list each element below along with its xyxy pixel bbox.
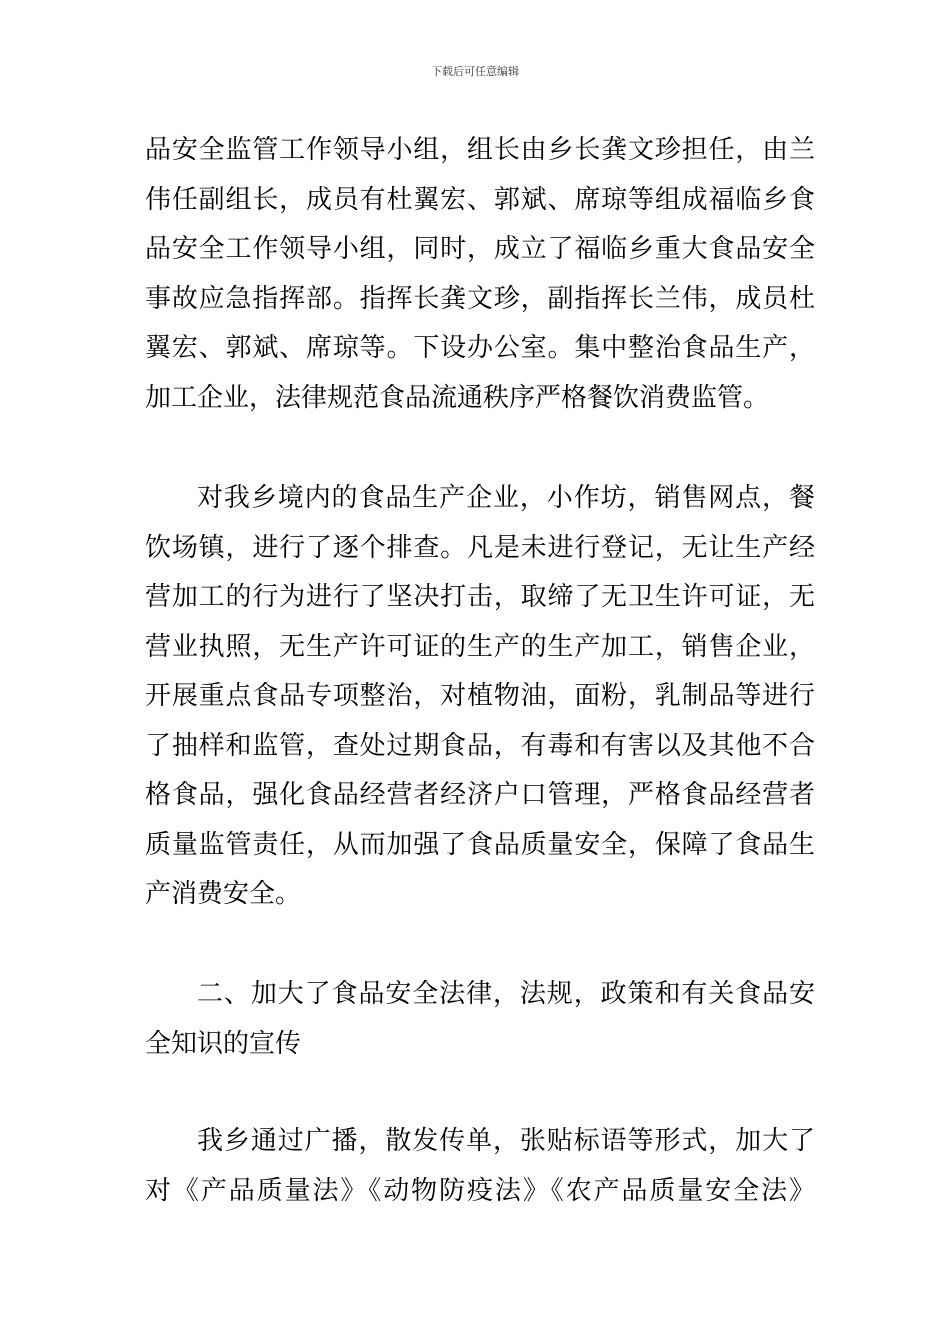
paragraph-leadership-group	[145, 126, 815, 423]
paragraph-inspection	[145, 474, 815, 920]
paragraph-publicity	[145, 1117, 815, 1216]
paragraph-line: 全知识的宣传	[145, 1028, 302, 1059]
paragraph-line: 翼宏、郭斌、席琼等。下设办公室。集中整治食品生产，	[145, 333, 815, 363]
paragraph-line: 格食品，强化食品经营者经济户口管理，严格食品经营者	[145, 780, 815, 810]
paragraph-line: 营业执照，无生产许可证的生产的生产加工，销售企业，	[145, 631, 815, 662]
paragraph-line: 质量监管责任，从而加强了食品质量安全，保障了食品生	[145, 829, 815, 860]
paragraph-line: 我乡通过广播，散发传单，张贴标语等形式，加大了	[197, 1126, 815, 1156]
paragraph-line: 对我乡境内的食品生产企业，小作坊，销售网点，餐	[197, 483, 815, 513]
paragraph-line: 伟任副组长，成员有杜翼宏、郭斌、席琼等组成福临乡食	[145, 184, 815, 215]
paragraph-line: 营加工的行为进行了坚决打击，取缔了无卫生许可证，无	[145, 582, 815, 612]
paragraph-line: 品安全监管工作领导小组，组长由乡长龚文珍担任，由兰	[145, 135, 815, 165]
paragraph-line: 饮场镇，进行了逐个排查。凡是未进行登记，无让生产经	[145, 532, 815, 563]
paragraph-line: 产消费安全。	[145, 879, 302, 909]
paragraph-line: 品安全工作领导小组，同时，成立了福临乡重大食品安全	[145, 234, 815, 264]
section-heading-two	[145, 970, 815, 1069]
paragraph-line: 开展重点食品专项整治，对植物油，面粉，乳制品等进行	[145, 681, 815, 711]
paragraph-line: 事故应急指挥部。指挥长龚文珍，副指挥长兰伟，成员杜	[145, 283, 815, 314]
page-header: 下载后可任意编辑	[431, 65, 519, 78]
paragraph-line: 对《产品质量法》《动物防疫法》《农产品质量安全法》	[145, 1175, 815, 1206]
paragraph-line: 二、加大了食品安全法律，法规，政策和有关食品安	[197, 979, 815, 1009]
paragraph-line: 了抽样和监管，查处过期食品，有毒和有害以及其他不合	[145, 730, 815, 761]
paragraph-line: 加工企业，法律规范食品流通秩序严格餐饮消费监管。	[145, 382, 770, 413]
